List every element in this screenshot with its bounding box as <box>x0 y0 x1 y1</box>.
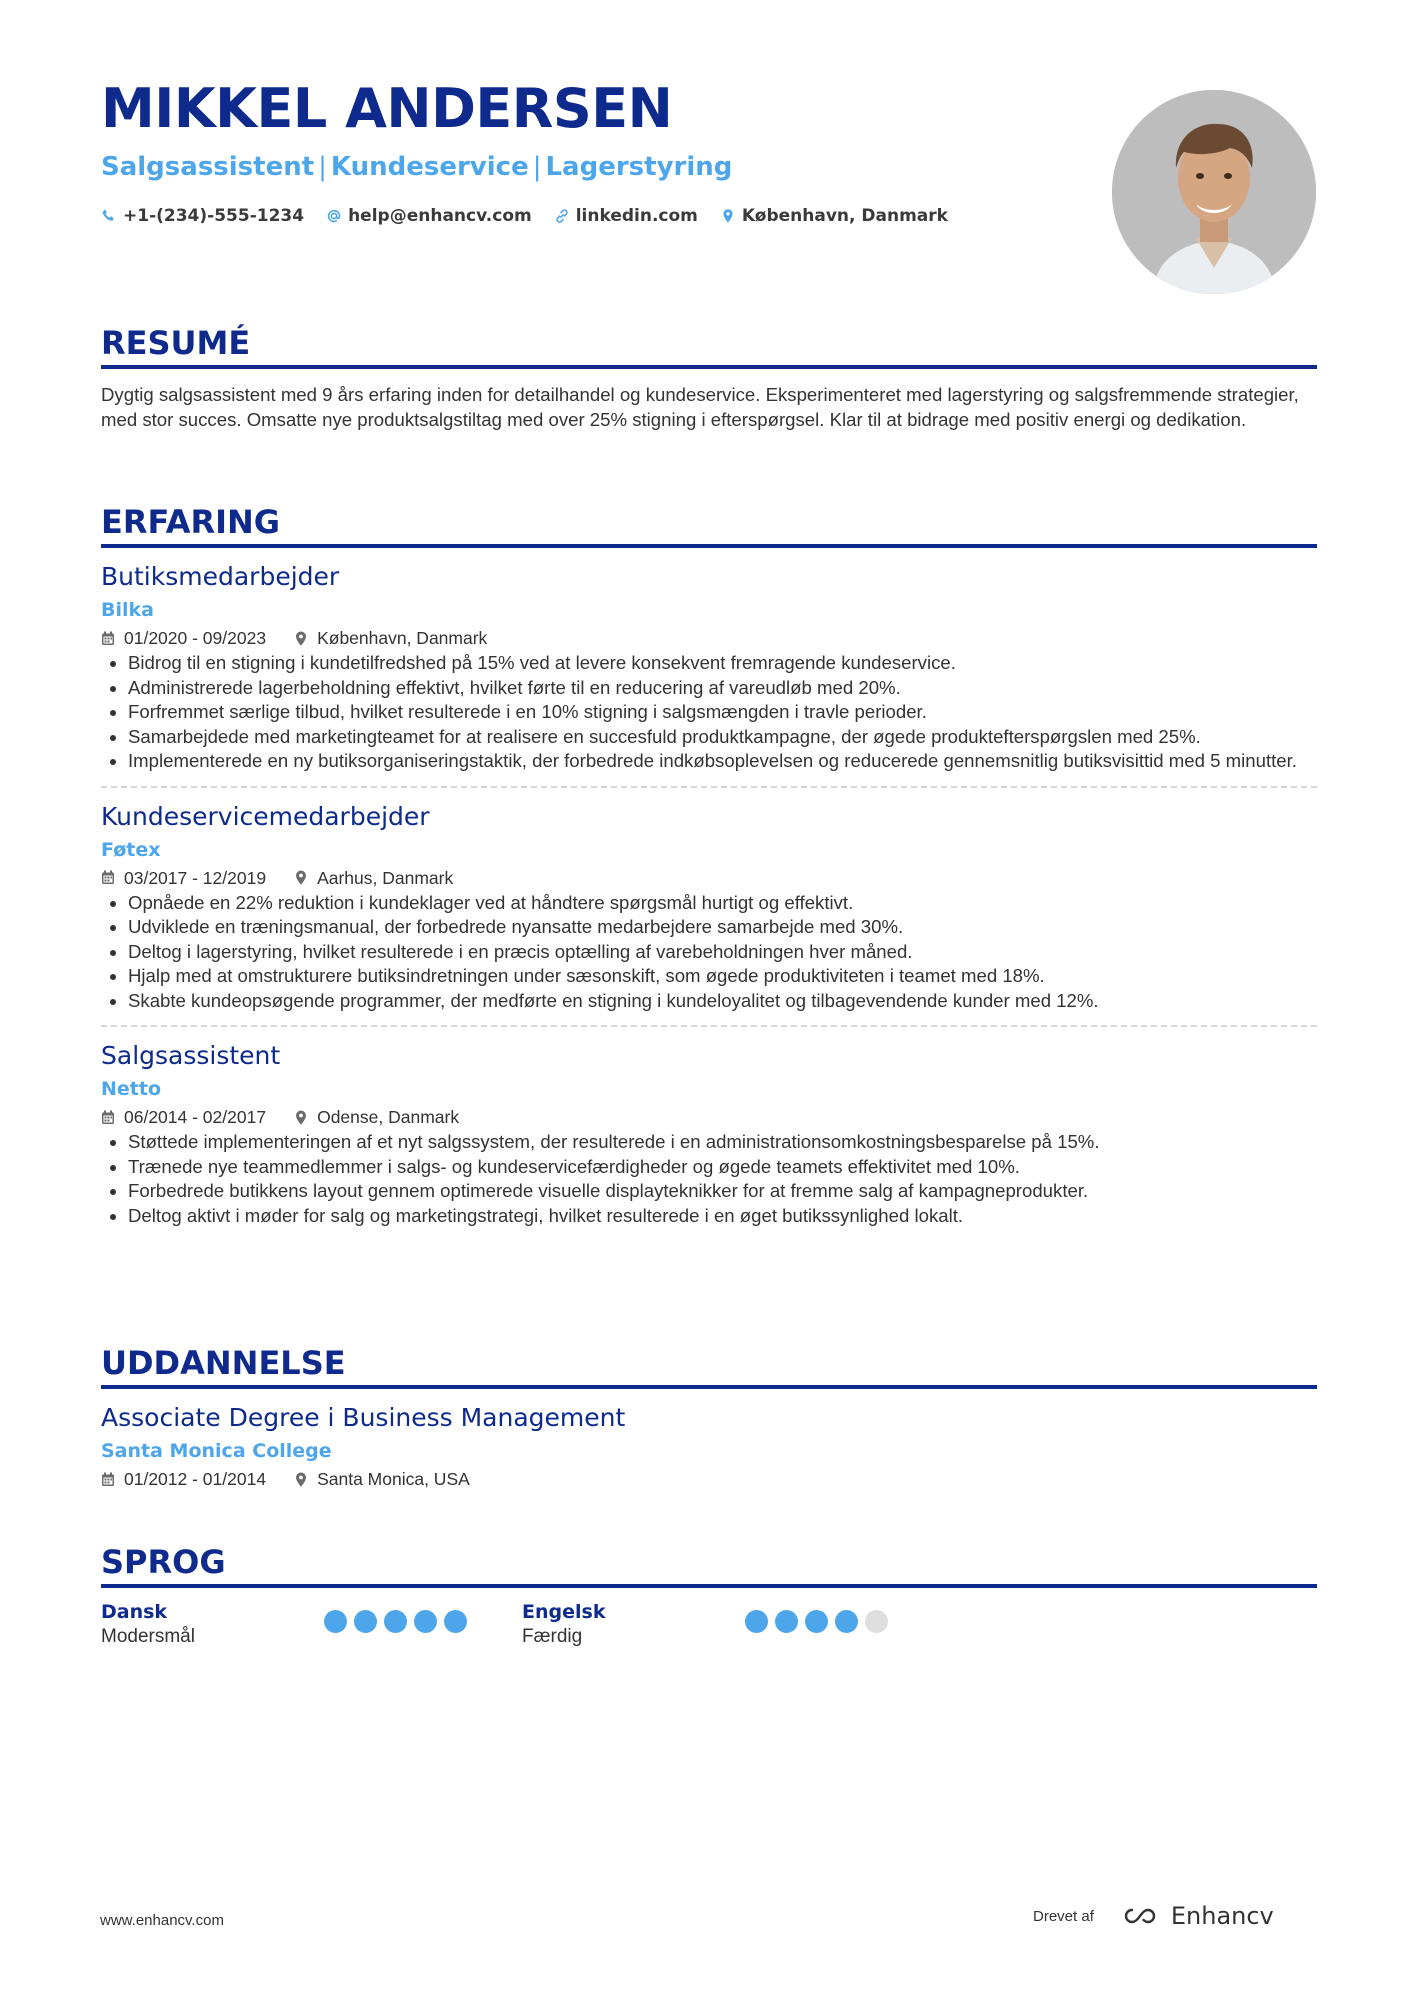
headline-item: Salgsassistent <box>101 152 315 182</box>
date-range: 06/2014 - 02/2017 <box>124 1107 267 1127</box>
achievement-item: • Trænede nye teammedlemmer i salgs- og kundeservicefærdigheder og øgede teamets effektivitet med 10%. <box>128 1155 1317 1180</box>
date-range: 01/2012 - 01/2014 <box>124 1469 267 1489</box>
achievement-item: • Administrerede lagerbeholdning effektivt, hvilket førte til en reducering af vareudløb med 20%. <box>128 676 1317 701</box>
achievement-item: • Forfremmet særlige tilbud, hvilket resulterede i en 10% stigning i salgsmængden i travle perioder. <box>128 700 1317 725</box>
at-icon <box>326 208 342 224</box>
email-address: help@enhancv.com <box>348 206 532 226</box>
proficiency-dot-filled <box>745 1610 768 1633</box>
achievement-item: • Skabte kundeopsøgende programmer, der medførte en stigning i kundeloyalitet og tilbagevendende kunder med 12%. <box>128 989 1317 1014</box>
job-title: Butiksmedarbejder <box>101 562 340 591</box>
section-title: SPROG <box>101 1542 1317 1588</box>
enhancv-logo-icon <box>1118 1904 1164 1928</box>
job-title: Kundeservicemedarbejder <box>101 801 430 831</box>
footer-branding <box>1033 1902 1274 1930</box>
education-dates <box>101 1466 266 1492</box>
location-pin-icon <box>294 1472 308 1487</box>
job-entry <box>101 800 1317 1028</box>
achievement-list <box>101 651 1317 774</box>
date-range: 01/2020 - 09/2023 <box>124 628 267 648</box>
powered-by-label: Drevet af <box>1033 1907 1094 1925</box>
location-pin-icon <box>294 870 308 885</box>
proficiency-dot-filled <box>775 1610 798 1633</box>
calendar-icon <box>101 631 115 646</box>
proficiency-dot-filled <box>444 1610 467 1633</box>
proficiency-dot-filled <box>384 1610 407 1633</box>
location-pin-icon <box>720 208 736 224</box>
contact-phone[interactable] <box>101 206 304 226</box>
achievement-item: • Hjalp med at omstrukturere butiksindretningen under sæsonskift, som øgede produktiviteten i teamet med 18%. <box>128 964 1317 989</box>
section-languages <box>101 1542 1317 1652</box>
achievement-item: • Bidrog til en stigning i kundetilfredshed på 15% ved at levere konsekvent fremragende kundeservice. <box>128 651 1317 676</box>
company-name: Bilka <box>101 599 154 621</box>
section-title: UDDANNELSE <box>101 1343 1317 1389</box>
proficiency-dots <box>324 1610 467 1633</box>
resume-content <box>101 0 1317 1647</box>
school-name: Santa Monica College <box>101 1440 332 1462</box>
location-pin-icon <box>294 1110 308 1125</box>
location-text: København, Danmark <box>317 628 488 648</box>
language-name: Dansk <box>101 1601 168 1623</box>
footer-website[interactable]: www.enhancv.com <box>100 1912 224 1929</box>
job-entry <box>101 560 1317 788</box>
job-dates <box>101 1104 266 1130</box>
job-dates <box>101 865 266 891</box>
proficiency-dot-filled <box>414 1610 437 1633</box>
achievement-list <box>101 1130 1317 1228</box>
degree-title: Associate Degree i Business Management <box>101 1403 626 1432</box>
education-location <box>294 1466 470 1492</box>
proficiency-dot-filled <box>324 1610 347 1633</box>
headline <box>101 152 732 182</box>
location-text: Santa Monica, USA <box>317 1469 470 1489</box>
company-name: Føtex <box>101 838 161 861</box>
calendar-icon <box>101 1472 115 1487</box>
summary-text: Dygtig salgsassistent med 9 års erfaring inden for detailhandel og kundeservice. Eksperimenteret med lagerstyring og salgsfremmende strategier, med stor succes. Omsatte nye produktsalgstiltag med over 25% stigning i efterspørgsel. Klar til at bidrage med positiv energi og dedikation. <box>101 384 1299 430</box>
language-level: Modersmål <box>101 1626 195 1647</box>
calendar-icon <box>101 1110 115 1125</box>
headline-separator: | <box>318 152 327 182</box>
phone-icon <box>101 208 117 224</box>
proficiency-dot-empty <box>865 1610 888 1633</box>
job-meta <box>101 1104 1317 1130</box>
headline-item: Kundeservice <box>330 152 529 182</box>
language-item <box>101 1600 522 1652</box>
language-item <box>522 1600 943 1652</box>
contact-bar <box>101 206 948 226</box>
linkedin-url: linkedin.com <box>575 206 698 226</box>
location-pin-icon <box>294 631 308 646</box>
job-location <box>294 865 453 891</box>
phone-number: +1-(234)-555-1234 <box>123 206 305 226</box>
achievement-item: • Implementerede en ny butiksorganiseringstaktik, der forbedrede indkøbsoplevelsen og reducerede gennemsnitlig butiksvisittid med 5 minutter. <box>128 749 1317 774</box>
candidate-name: MIKKEL ANDERSEN <box>101 77 673 140</box>
proficiency-dots <box>745 1610 888 1633</box>
profile-photo-illustration <box>1112 90 1316 294</box>
divider <box>101 786 1317 788</box>
language-level: Færdig <box>522 1626 583 1647</box>
headline-separator: | <box>532 152 542 182</box>
job-title: Salgsassistent <box>101 1041 281 1070</box>
company-name: Netto <box>101 1078 162 1100</box>
location-text: Odense, Danmark <box>317 1107 460 1127</box>
education-entry <box>101 1401 1317 1492</box>
proficiency-dot-filled <box>354 1610 377 1633</box>
job-dates <box>101 625 266 651</box>
section-education <box>101 1343 1317 1492</box>
enhancv-logo[interactable] <box>1118 1902 1274 1930</box>
achievement-item: • Støttede implementeringen af et nyt salgssystem, der resulterede i en administrationsomkostningsbesparelse på 15%. <box>128 1130 1317 1155</box>
link-icon <box>554 208 570 224</box>
section-experience <box>101 502 1317 1228</box>
job-meta <box>101 865 1317 891</box>
proficiency-dot-filled <box>835 1610 858 1633</box>
section-title: ERFARING <box>101 502 1317 548</box>
achievement-item: • Deltog aktivt i møder for salg og marketingstrategi, hvilket resulterede i en øget butikssynlighed lokalt. <box>128 1204 1317 1229</box>
profile-photo <box>1112 90 1316 294</box>
job-meta <box>101 625 1317 651</box>
calendar-icon <box>101 870 115 885</box>
headline-item: Lagerstyring <box>545 152 733 182</box>
contact-location <box>720 206 948 226</box>
job-location <box>294 625 487 651</box>
job-entry <box>101 1039 1317 1228</box>
job-location <box>294 1104 459 1130</box>
section-summary <box>101 323 1317 432</box>
contact-linkedin[interactable] <box>554 206 698 226</box>
achievement-item: • Deltog i lagerstyring, hvilket resulterede i en præcis optælling af varebeholdningen hver måned. <box>128 940 1317 965</box>
location-text: Aarhus, Danmark <box>317 867 454 888</box>
achievement-list <box>101 891 1317 1014</box>
divider <box>101 1025 1317 1027</box>
date-range: 03/2017 - 12/2019 <box>124 867 267 888</box>
brand-name: Enhancv <box>1170 1902 1274 1930</box>
location-text: København, Danmark <box>741 206 948 226</box>
achievement-item: • Samarbejdede med marketingteamet for at realisere en succesfuld produktkampagne, der øgede produktefterspørgslen med 25%. <box>128 725 1317 750</box>
contact-email[interactable] <box>326 206 532 226</box>
language-list <box>101 1600 1317 1652</box>
achievement-item: • Udviklede en træningsmanual, der forbedrede nyansatte medarbejdere samarbejde med 30%. <box>128 915 1317 940</box>
proficiency-dot-filled <box>805 1610 828 1633</box>
achievement-item: • Opnåede en 22% reduktion i kundeklager ved at håndtere spørgsmål hurtigt og effektivt. <box>128 891 1317 916</box>
achievement-item: • Forbedrede butikkens layout gennem optimerede visuelle displayteknikker for at fremme salg af kampagneprodukter. <box>128 1179 1317 1204</box>
education-meta <box>101 1466 1317 1492</box>
language-name: Engelsk <box>522 1601 606 1623</box>
header <box>101 0 1317 300</box>
section-title: RESUMÉ <box>101 323 1317 369</box>
